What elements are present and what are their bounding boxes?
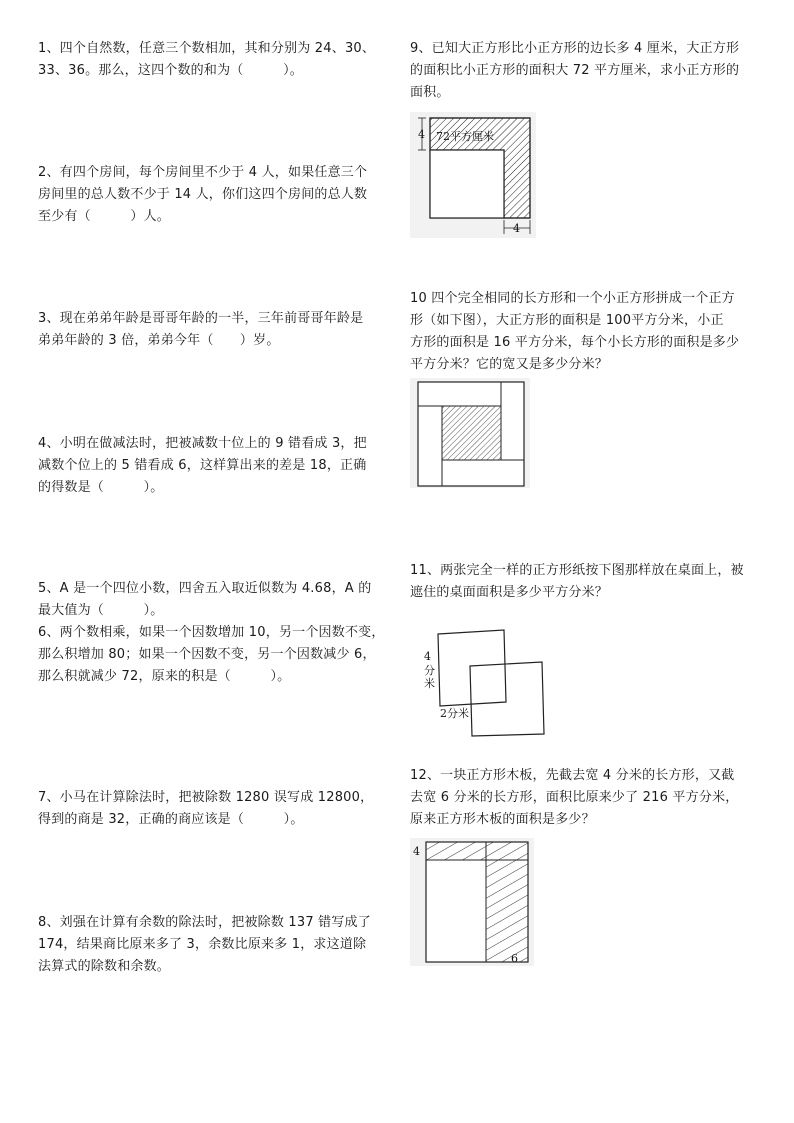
question-11 xyxy=(410,560,762,604)
question-9-line-2: 的面积比小正方形的面积大 72 平方厘米，求小正方形的 xyxy=(410,63,740,78)
question-6-line-1: 6、两个数相乘，如果一个因数增加 10，另一个因数不变， xyxy=(38,625,385,640)
question-8-line-1: 8、刘强在计算有余数的除法时，把被除数 137 错写成了 xyxy=(38,915,371,930)
question-12-line-1: 12、一块正方形木板，先截去宽 4 分米的长方形，又截 xyxy=(410,768,735,783)
question-10 xyxy=(410,288,762,376)
question-4-line-2: 减数个位上的 5 错看成 6，这样算出来的差是 18，正确 xyxy=(38,458,367,473)
question-7-line-1: 7、小马在计算除法时，把被除数 1280 误写成 12800， xyxy=(38,790,374,805)
question-1-line-2: 33、36。那么，这四个数的和为（ ）。 xyxy=(38,63,303,78)
question-8-line-2: 174，结果商比原来多了 3，余数比原来多 1，求这道除 xyxy=(38,937,367,952)
question-5-line-1: 5、A 是一个四位小数，四舍五入取近似数为 4.68，A 的 xyxy=(38,581,372,596)
question-12 xyxy=(410,765,762,831)
question-9-line-1: 9、已知大正方形比小正方形的边长多 4 厘米，大正方形 xyxy=(410,41,740,56)
center-small-square xyxy=(442,406,501,460)
figure-11-side-label-unit-2: 米 xyxy=(424,677,435,690)
figure-11-diagram xyxy=(410,622,550,738)
question-2-line-3: 至少有（ ）人。 xyxy=(38,209,171,224)
question-4-line-1: 4、小明在做减法时，把被减数十位上的 9 错看成 3，把 xyxy=(38,436,367,451)
figure-11-side-label-unit-1: 分 xyxy=(424,664,435,677)
cut-strip-right xyxy=(486,860,528,962)
question-11-line-2: 遮住的桌面面积是多少平方分米？ xyxy=(410,585,609,600)
question-5-line-2: 最大值为（ ）。 xyxy=(38,603,164,618)
figure-10-diagram xyxy=(410,378,530,488)
question-1 xyxy=(38,38,388,82)
figure-11-side-label-num: 4 xyxy=(424,650,431,663)
figure-9-side-label: 4 xyxy=(418,128,425,141)
question-10-line-4: 平方分米？它的宽又是多少分米？ xyxy=(410,357,609,372)
question-10-line-2: 形（如下图），大正方形的面积是 100平方分米，小正 xyxy=(410,313,724,328)
question-8-line-3: 法算式的除数和余数。 xyxy=(38,959,171,974)
figure-12-diagram xyxy=(410,838,534,966)
question-7-line-2: 得到的商是 32，正确的商应该是（ ）。 xyxy=(38,812,304,827)
figure-10 xyxy=(410,378,530,488)
question-10-line-1: 10 四个完全相同的长方形和一个小正方形拼成一个正方 xyxy=(410,291,735,306)
question-3 xyxy=(38,308,388,352)
question-1-line-1: 1、四个自然数，任意三个数相加，其和分别为 24、30、 xyxy=(38,41,376,56)
figure-9-area-label: 72平方厘米 xyxy=(436,130,494,143)
question-6-line-2: 那么积增加 80；如果一个因数不变，另一个因数减少 6， xyxy=(38,647,376,662)
question-12-line-3: 原来正方形木板的面积是多少？ xyxy=(410,812,595,827)
figure-11-bottom-label: 2分米 xyxy=(440,707,469,720)
figure-12 xyxy=(410,838,534,966)
question-10-line-3: 方形的面积是 16 平方分米，每个小长方形的面积是多少 xyxy=(410,335,740,350)
question-4 xyxy=(38,433,388,499)
question-9-line-3: 面积。 xyxy=(410,85,450,100)
figure-12-top-label: 4 xyxy=(413,845,420,858)
question-5 xyxy=(38,578,388,622)
question-3-line-2: 弟弟年龄的 3 倍，弟弟今年（ ）岁。 xyxy=(38,333,280,348)
figure-9-bottom-label: 4 xyxy=(513,222,520,235)
question-6 xyxy=(38,622,388,688)
figure-12-bottom-label: 6 xyxy=(511,952,518,965)
question-12-line-2: 去宽 6 分米的长方形，面积比原来少了 216 平方分米， xyxy=(410,790,739,805)
cut-strip-top xyxy=(426,842,528,860)
question-6-line-3: 那么积就减少 72，原来的积是（ ）。 xyxy=(38,669,291,684)
question-8 xyxy=(38,912,388,978)
figure-9-diagram xyxy=(410,112,536,238)
question-4-line-3: 的得数是（ ）。 xyxy=(38,480,164,495)
question-7 xyxy=(38,787,388,831)
small-square xyxy=(430,150,504,218)
figure-9 xyxy=(410,112,536,238)
question-9 xyxy=(410,38,762,104)
question-2-line-1: 2、有四个房间，每个房间里不少于 4 人，如果任意三个 xyxy=(38,165,368,180)
figure-11 xyxy=(410,622,550,738)
question-2 xyxy=(38,162,388,228)
question-11-line-1: 11、两张完全一样的正方形纸按下图那样放在桌面上，被 xyxy=(410,563,744,578)
question-2-line-2: 房间里的总人数不少于 14 人，你们这四个房间的总人数 xyxy=(38,187,368,202)
question-3-line-1: 3、现在弟弟年龄是哥哥年龄的一半，三年前哥哥年龄是 xyxy=(38,311,364,326)
